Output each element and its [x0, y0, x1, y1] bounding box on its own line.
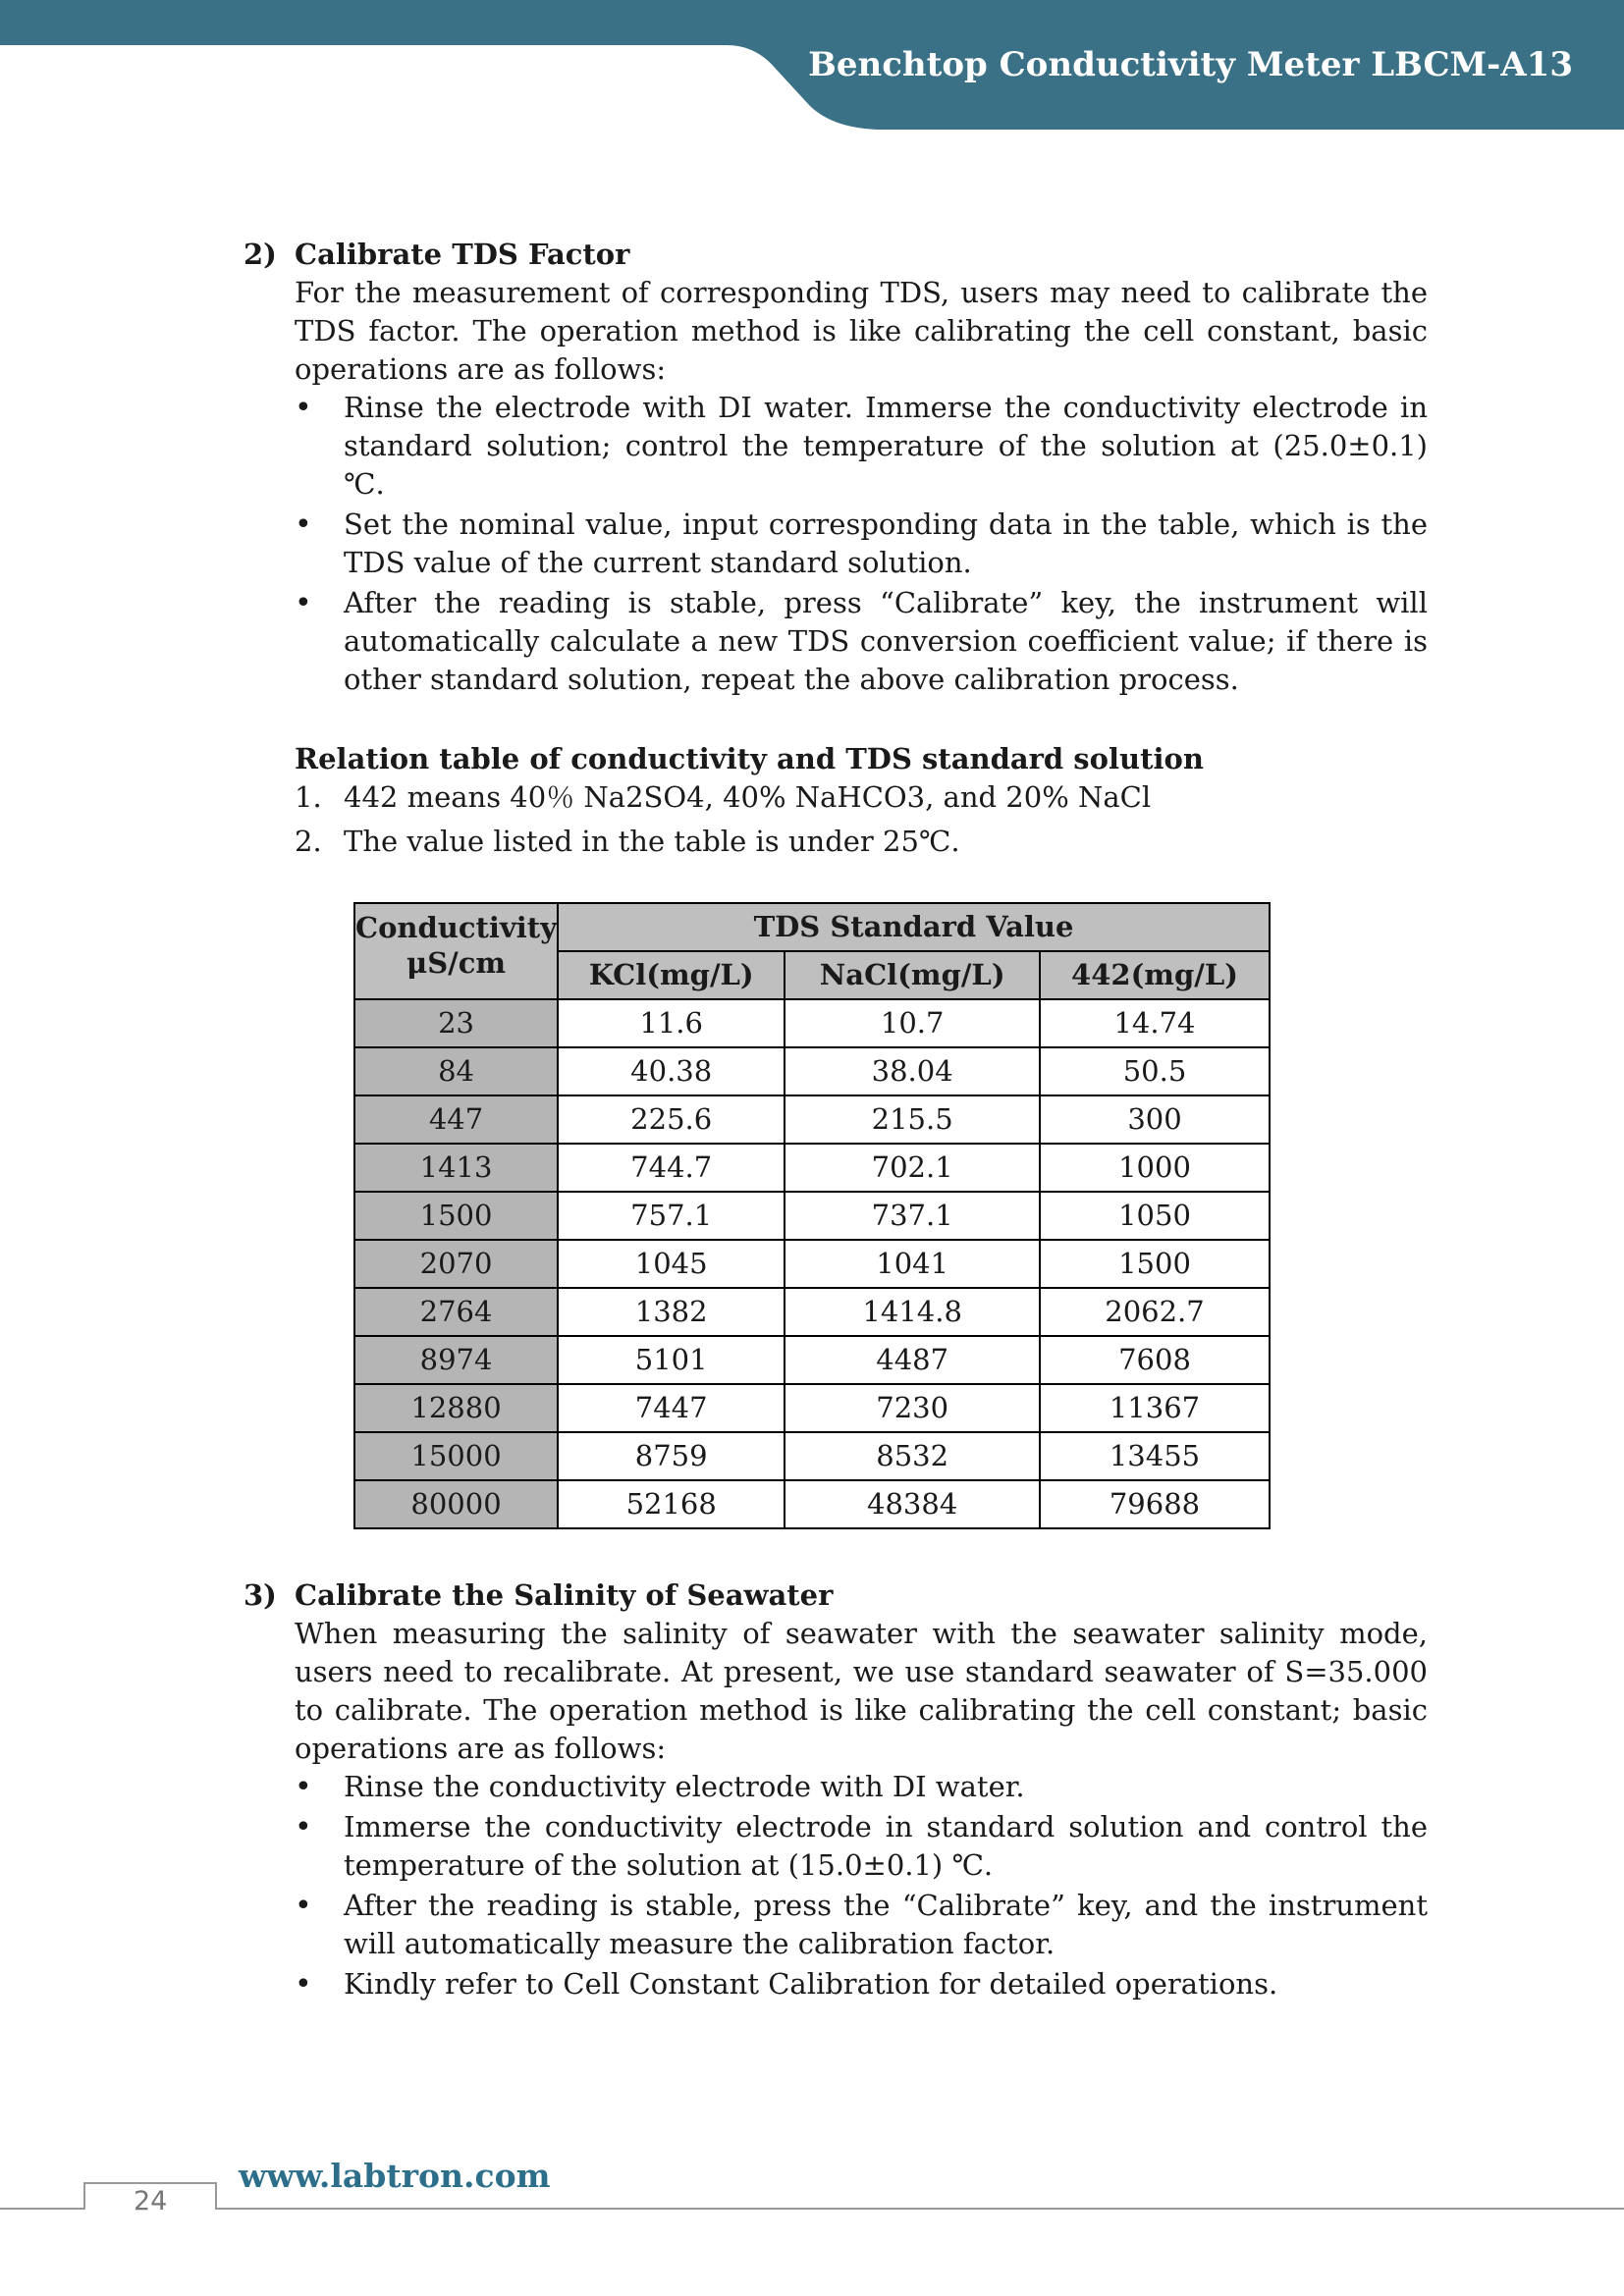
- tds-value-cell: 50.5: [1040, 1047, 1270, 1095]
- conductivity-cell: 12880: [354, 1384, 558, 1432]
- section-3-number: 3): [244, 1578, 277, 1612]
- conductivity-cell: 447: [354, 1095, 558, 1144]
- tds-value-cell: 1382: [558, 1288, 785, 1336]
- list-item: • Rinse the electrode with DI water. Immerse the conductivity electrode in standard solution; control the temperature of the solution at (25.0±0.1) ℃.: [295, 389, 1428, 504]
- corner-line-2: μS/cm: [406, 946, 507, 980]
- tds-value-cell: 10.7: [785, 999, 1040, 1047]
- tds-value-cell: 757.1: [558, 1192, 785, 1240]
- table-row: [354, 999, 1270, 1047]
- section-3-intro: When measuring the salinity of seawater with the seawater salinity mode, users need to recalibrate. At present, we use standard seawater of S=35.000 to calibrate. The operation method is like calibrating the cell constant; basic operations are as follows:: [295, 1617, 1428, 1765]
- tds-value-cell: 40.38: [558, 1047, 785, 1095]
- tds-value-cell: 7230: [785, 1384, 1040, 1432]
- relation-table-title: Relation table of conductivity and TDS standard solution: [295, 742, 1204, 775]
- column-header: NaCl(mg/L): [785, 951, 1040, 999]
- section-2-bullets: [244, 389, 1428, 699]
- conductivity-cell: 2764: [354, 1288, 558, 1336]
- list-item: • Kindly refer to Cell Constant Calibration for detailed operations.: [295, 1965, 1428, 2003]
- tds-value-cell: 215.5: [785, 1095, 1040, 1144]
- tds-value-cell: 1045: [558, 1240, 785, 1288]
- tds-value-cell: 4487: [785, 1336, 1040, 1384]
- note-text: 442 means 40％ Na2SO4, 40% NaHCO3, and 20% NaCl: [344, 780, 1152, 814]
- table-row: [354, 1288, 1270, 1336]
- list-item: • Rinse the conductivity electrode with DI water.: [295, 1768, 1428, 1806]
- tds-value-cell: 7608: [1040, 1336, 1270, 1384]
- tds-value-cell: 11367: [1040, 1384, 1270, 1432]
- list-item: [295, 778, 1428, 817]
- table-row: [354, 1384, 1270, 1432]
- note-text: The value listed in the table is under 25℃.: [344, 825, 960, 858]
- section-3-heading: [244, 1576, 1428, 1615]
- tds-value-cell: 79688: [1040, 1480, 1270, 1528]
- conductivity-cell: 2070: [354, 1240, 558, 1288]
- section-3-bullets: [244, 1768, 1428, 2003]
- tds-value-cell: 7447: [558, 1384, 785, 1432]
- conductivity-cell: 1500: [354, 1192, 558, 1240]
- list-item: • Set the nominal value, input corresponding data in the table, which is the TDS value of the current standard solution.: [295, 506, 1428, 582]
- tds-table: [353, 902, 1271, 1529]
- document-title: Benchtop Conductivity Meter LBCM-A13: [808, 45, 1573, 84]
- table-body: [354, 999, 1270, 1528]
- tds-value-cell: 11.6: [558, 999, 785, 1047]
- note-number: 1.: [295, 780, 322, 814]
- table-corner-header: [354, 903, 558, 999]
- table-row: [354, 1480, 1270, 1528]
- section-2-title: Calibrate TDS Factor: [295, 238, 630, 271]
- tds-value-cell: 300: [1040, 1095, 1270, 1144]
- group-header: TDS Standard Value: [558, 903, 1270, 951]
- tds-value-cell: 13455: [1040, 1432, 1270, 1480]
- column-header: KCl(mg/L): [558, 951, 785, 999]
- tds-value-cell: 14.74: [1040, 999, 1270, 1047]
- section-3-title: Calibrate the Salinity of Seawater: [295, 1578, 834, 1612]
- tds-value-cell: 1414.8: [785, 1288, 1040, 1336]
- table-row: [354, 1095, 1270, 1144]
- note-number: 2.: [295, 825, 322, 858]
- conductivity-cell: 1413: [354, 1144, 558, 1192]
- conductivity-cell: 80000: [354, 1480, 558, 1528]
- list-item: • Immerse the conductivity electrode in standard solution and control the temperature of the solution at (15.0±0.1) ℃.: [295, 1808, 1428, 1885]
- list-item: • After the reading is stable, press the “Calibrate” key, and the instrument will automatically measure the calibration factor.: [295, 1887, 1428, 1963]
- tds-value-cell: 1000: [1040, 1144, 1270, 1192]
- tds-value-cell: 1041: [785, 1240, 1040, 1288]
- page-content: [244, 236, 1428, 2005]
- tds-value-cell: 744.7: [558, 1144, 785, 1192]
- tds-value-cell: 1050: [1040, 1192, 1270, 1240]
- relation-notes: [244, 778, 1428, 861]
- table-row: [354, 1432, 1270, 1480]
- tds-value-cell: 8532: [785, 1432, 1040, 1480]
- list-item: [295, 823, 1428, 861]
- tds-value-cell: 8759: [558, 1432, 785, 1480]
- table-row: [354, 1144, 1270, 1192]
- section-2-number: 2): [244, 238, 277, 271]
- website-link[interactable]: www.labtron.com: [239, 2157, 551, 2195]
- corner-line-1: Conductivity: [355, 911, 558, 944]
- tds-value-cell: 48384: [785, 1480, 1040, 1528]
- table-row: [354, 1240, 1270, 1288]
- section-2-intro: For the measurement of corresponding TDS, users may need to calibrate the TDS factor. The operation method is like calibrating the cell constant, basic operations are as follows:: [295, 276, 1428, 386]
- tds-value-cell: 5101: [558, 1336, 785, 1384]
- tds-value-cell: 1500: [1040, 1240, 1270, 1288]
- conductivity-cell: 84: [354, 1047, 558, 1095]
- tds-value-cell: 52168: [558, 1480, 785, 1528]
- table-row: [354, 1336, 1270, 1384]
- table-row: [354, 1192, 1270, 1240]
- tds-value-cell: 225.6: [558, 1095, 785, 1144]
- page-number: 24: [134, 2186, 168, 2216]
- tds-value-cell: 702.1: [785, 1144, 1040, 1192]
- column-header: 442(mg/L): [1040, 951, 1270, 999]
- conductivity-cell: 8974: [354, 1336, 558, 1384]
- conductivity-cell: 15000: [354, 1432, 558, 1480]
- tds-value-cell: 38.04: [785, 1047, 1040, 1095]
- table-row: [354, 1047, 1270, 1095]
- tds-value-cell: 2062.7: [1040, 1288, 1270, 1336]
- section-2-heading: [244, 236, 1428, 274]
- conductivity-cell: 23: [354, 999, 558, 1047]
- list-item: • After the reading is stable, press “Calibrate” key, the instrument will automatically calculate a new TDS conversion coefficient value; if there is other standard solution, repeat the above calibration process.: [295, 584, 1428, 699]
- tds-value-cell: 737.1: [785, 1192, 1040, 1240]
